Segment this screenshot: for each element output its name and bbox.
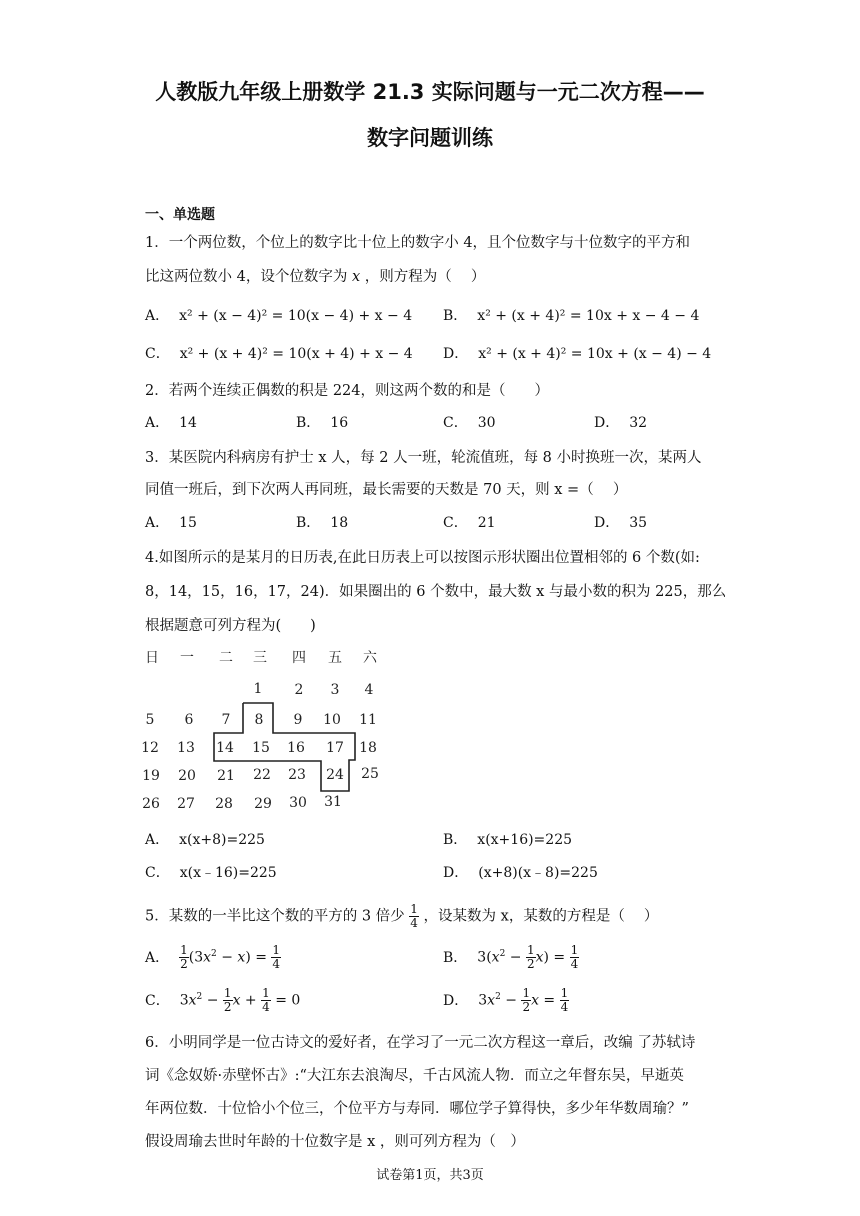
calendar-day: 26 [142,796,160,812]
page-footer: 试卷第1页，共3页 [376,1168,484,1183]
question-6-text: 6．小明同学是一位古诗文的爱好者，在学习了一元二次方程这一章后，改编 了苏轼诗 [145,1035,696,1051]
calendar-day: 12 [141,740,159,756]
calendar-day: 11 [359,712,377,728]
question-2-option-b[interactable]: B． 16 [296,415,349,431]
calendar-day: 8 [254,712,264,728]
question-4-option-d[interactable]: D． (x+8)(x﹣8)=225 [443,865,598,881]
calendar-day: 29 [254,796,272,812]
question-1-text-2: 比这两位数小 4，设个位数字为 x ，则方程为（ ） [145,269,486,285]
calendar-day: 22 [253,767,271,783]
calendar-day: 14 [216,740,234,756]
question-5-text: 5．某数的一半比这个数的平方的 3 倍少 $\frac{1}{4}$ ，设某数为 x，某数的方程是（ ） [145,902,659,930]
question-3-text-2: 同值一班后，到下次两人再同班，最长需要的天数是 70 天，则 x =（ ） [145,482,628,498]
calendar-day: 3 [330,682,340,698]
question-1-text: 1．一个两位数，个位上的数字比十位上的数字小 4，且个位数字与十位数字的平方和 [145,235,691,251]
calendar-day: 19 [142,768,160,784]
calendar-day: 23 [288,767,306,783]
calendar-header-thu: 四 [292,650,306,666]
question-3-option-c[interactable]: C． 21 [443,515,496,531]
calendar-day: 24 [326,767,344,783]
question-4-option-b[interactable]: B． x(x+16)=225 [443,832,573,848]
question-6-text-3: 年两位数．十位恰小个位三，个位平方与寿同．哪位学子算得快，多少年华数周瑜？” [145,1101,689,1117]
page-title: 人教版九年级上册数学 21.3 实际问题与一元二次方程—— [155,80,705,104]
calendar-day: 30 [289,795,307,811]
calendar-day: 25 [361,766,379,782]
question-2-option-d[interactable]: D． 32 [594,415,648,431]
question-1-option-c[interactable]: C． x² + (x + 4)² = 10(x + 4) + x − 4 [145,346,413,362]
calendar-day: 21 [217,768,235,784]
question-1-option-b[interactable]: B． x² + (x + 4)² = 10x + x − 4 − 4 [443,308,700,324]
calendar-day: 27 [177,796,195,812]
calendar-day: 13 [177,740,195,756]
calendar-day: 6 [184,712,194,728]
question-3-text: 3．某医院内科病房有护士 x 人，每 2 人一班，轮流值班，每 8 小时换班一次，某两人 [145,450,702,466]
calendar-day: 5 [145,712,155,728]
section-heading: 一、单选题 [145,207,215,223]
question-3-option-b[interactable]: B． 18 [296,515,349,531]
calendar-day: 18 [359,740,377,756]
question-1-option-a[interactable]: A． x² + (x − 4)² = 10(x − 4) + x − 4 [145,308,413,324]
question-3-option-d[interactable]: D． 35 [594,515,648,531]
question-6-text-2: 词《念奴娇·赤壁怀古》:“大江东去浪淘尽，千古风流人物．而立之年督东吴，早逝英 [145,1068,684,1084]
question-1-option-d[interactable]: D． x² + (x + 4)² = 10x + (x − 4) − 4 [443,346,712,362]
question-2-text: 2．若两个连续正偶数的积是 224，则这两个数的和是（ ） [145,383,550,399]
calendar-day: 7 [221,712,231,728]
calendar-day: 16 [287,740,305,756]
question-5-option-b[interactable]: B． $3(x^2$ − $\frac{1}{2}$ x) = $\frac{1}{4}$ [443,943,579,971]
calendar-day: 15 [252,740,270,756]
calendar-day: 31 [324,794,342,810]
question-5-option-d[interactable]: D． $3x^2$ − $\frac{1}{2}$ x = $\frac{1}{4}$ [443,986,569,1014]
calendar-day: 2 [294,682,304,698]
calendar-day: 1 [253,681,263,697]
question-2-option-a[interactable]: A． 14 [145,415,197,431]
calendar-header-wed: 三 [253,650,267,666]
question-5-option-c[interactable]: C． $3x^2$ − $\frac{1}{2}$ x + $\frac{1}{4}$ = 0 [145,986,301,1014]
question-4-option-a[interactable]: A． x(x+8)=225 [145,832,265,848]
calendar-header-tue: 二 [219,650,233,666]
calendar-day: 17 [326,740,344,756]
calendar-header-sat: 六 [363,650,377,666]
calendar-day: 20 [178,768,196,784]
calendar-header-sun: 日 [145,650,159,666]
calendar-day: 28 [215,796,233,812]
calendar-day: 10 [323,712,341,728]
question-6-text-4: 假设周瑜去世时年龄的十位数字是 x ，则可列方程为（ ） [145,1134,525,1150]
question-5-option-a[interactable]: A． $\frac{1}{2}$ $(3x^2 - x)$ = $\frac{1}{4}$ [145,943,281,971]
question-4-text: 4.如图所示的是某月的日历表,在此日历表上可以按图示形状圈出位置相邻的 6 个数(如: [145,550,700,566]
calendar-day: 4 [364,682,374,698]
page-title-line2: 数字问题训练 [367,126,493,150]
calendar-header-mon: 一 [180,650,194,666]
calendar-day: 9 [293,712,303,728]
question-4-option-c[interactable]: C． x(x﹣16)=225 [145,865,277,881]
question-3-option-a[interactable]: A． 15 [145,515,197,531]
calendar-header-fri: 五 [328,650,342,666]
question-2-option-c[interactable]: C． 30 [443,415,496,431]
question-4-text-2: 8，14，15，16，17，24)．如果圈出的 6 个数中，最大数 x 与最小数的积为 225，那么 [145,584,727,600]
question-4-text-3: 根据题意可列方程为( ) [145,618,316,634]
